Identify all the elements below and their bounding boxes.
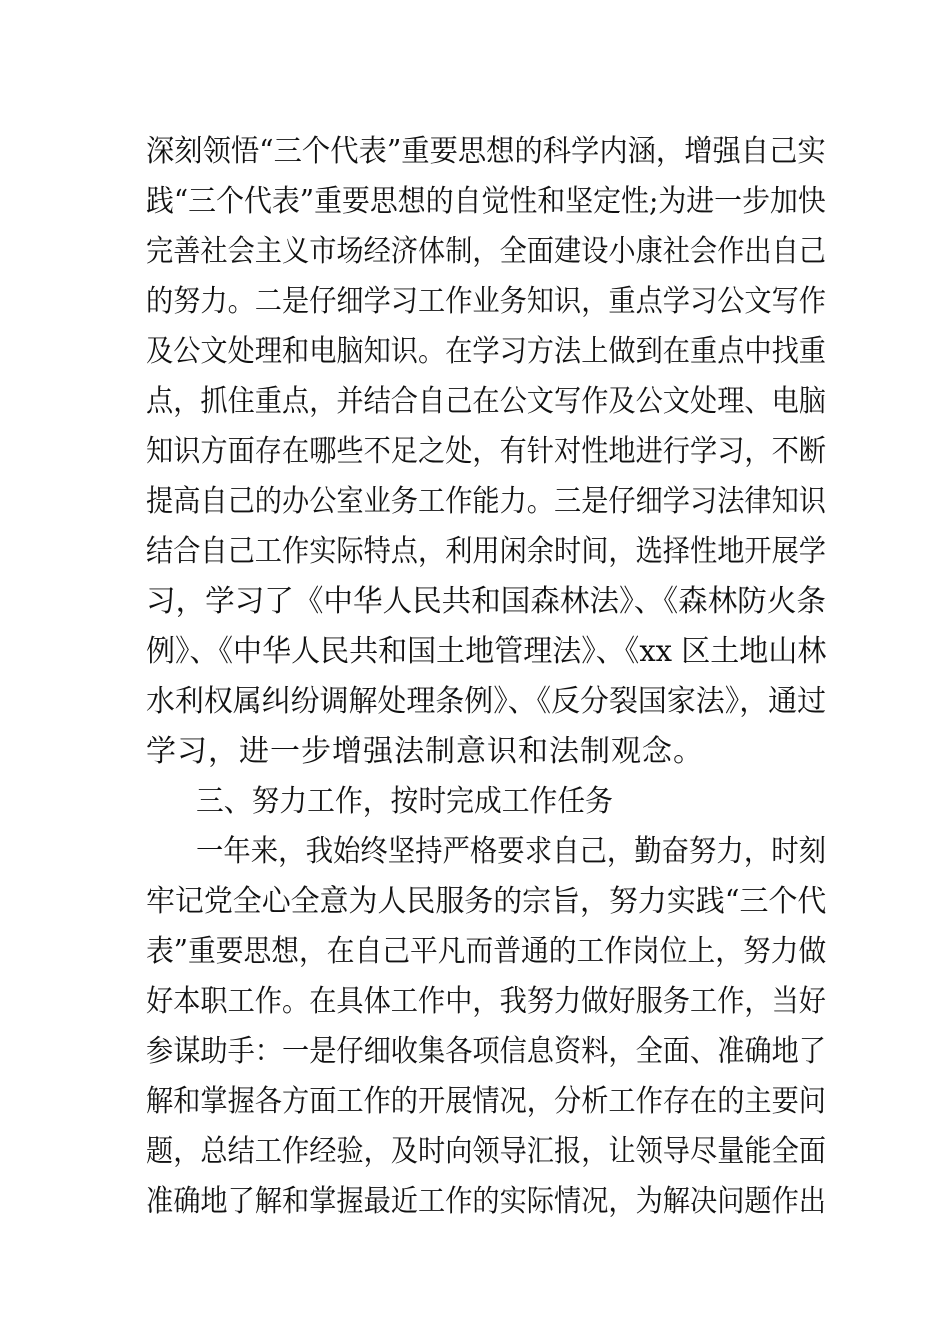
paragraph-line: 一年来，我始终坚持严格要求自己，勤奋努力，时刻 xyxy=(196,834,826,869)
paragraph-line: 践“三个代表”重要思想的自觉性和坚定性;为进一步加快 xyxy=(146,184,826,219)
paragraph-line: 水利权属纠纷调解处理条例》、《反分裂国家法》，通过 xyxy=(146,684,826,719)
paragraph-line: 参谋助手：一是仔细收集各项信息资料，全面、准确地了 xyxy=(146,1034,826,1069)
paragraph-line: 好本职工作。在具体工作中，我努力做好服务工作，当好 xyxy=(146,984,826,1019)
paragraph-line: 学习，进一步增强法制意识和法制观念。 xyxy=(146,734,704,769)
paragraph-line: 例》、《中华人民共和国土地管理法》、《xx 区土地山林 xyxy=(146,634,827,669)
paragraph-line: 完善社会主义市场经济体制，全面建设小康社会作出自己 xyxy=(146,234,826,269)
paragraph-line: 结合自己工作实际特点，利用闲余时间，选择性地开展学 xyxy=(146,534,826,569)
paragraph-line: 表”重要思想，在自己平凡而普通的工作岗位上，努力做 xyxy=(146,934,827,969)
paragraph-line: 的努力。二是仔细学习工作业务知识，重点学习公文写作 xyxy=(146,284,826,319)
paragraph-line: 准确地了解和掌握最近工作的实际情况，为解决问题作出 xyxy=(146,1184,826,1219)
paragraph-line: 点，抓住重点，并结合自己在公文写作及公文处理、电脑 xyxy=(146,384,826,419)
paragraph-line: 及公文处理和电脑知识。在学习方法上做到在重点中找重 xyxy=(146,334,826,369)
paragraph-line: 习，学习了《中华人民共和国森林法》、《森林防火条 xyxy=(146,584,826,619)
paragraph-line: 知识方面存在哪些不足之处，有针对性地进行学习，不断 xyxy=(146,434,826,469)
paragraph-line: 解和掌握各方面工作的开展情况，分析工作存在的主要问 xyxy=(146,1084,826,1119)
paragraph-line: 牢记党全心全意为人民服务的宗旨，努力实践“三个代 xyxy=(146,884,827,919)
paragraph-line: 题，总结工作经验，及时向领导汇报，让领导尽量能全面 xyxy=(146,1134,826,1169)
paragraph-line: 深刻领悟“三个代表”重要思想的科学内涵，增强自己实 xyxy=(146,134,826,169)
paragraph-line: 提高自己的办公室业务工作能力。三是仔细学习法律知识 xyxy=(146,484,826,519)
section-heading: 三、努力工作，按时完成工作任务 xyxy=(196,784,613,819)
